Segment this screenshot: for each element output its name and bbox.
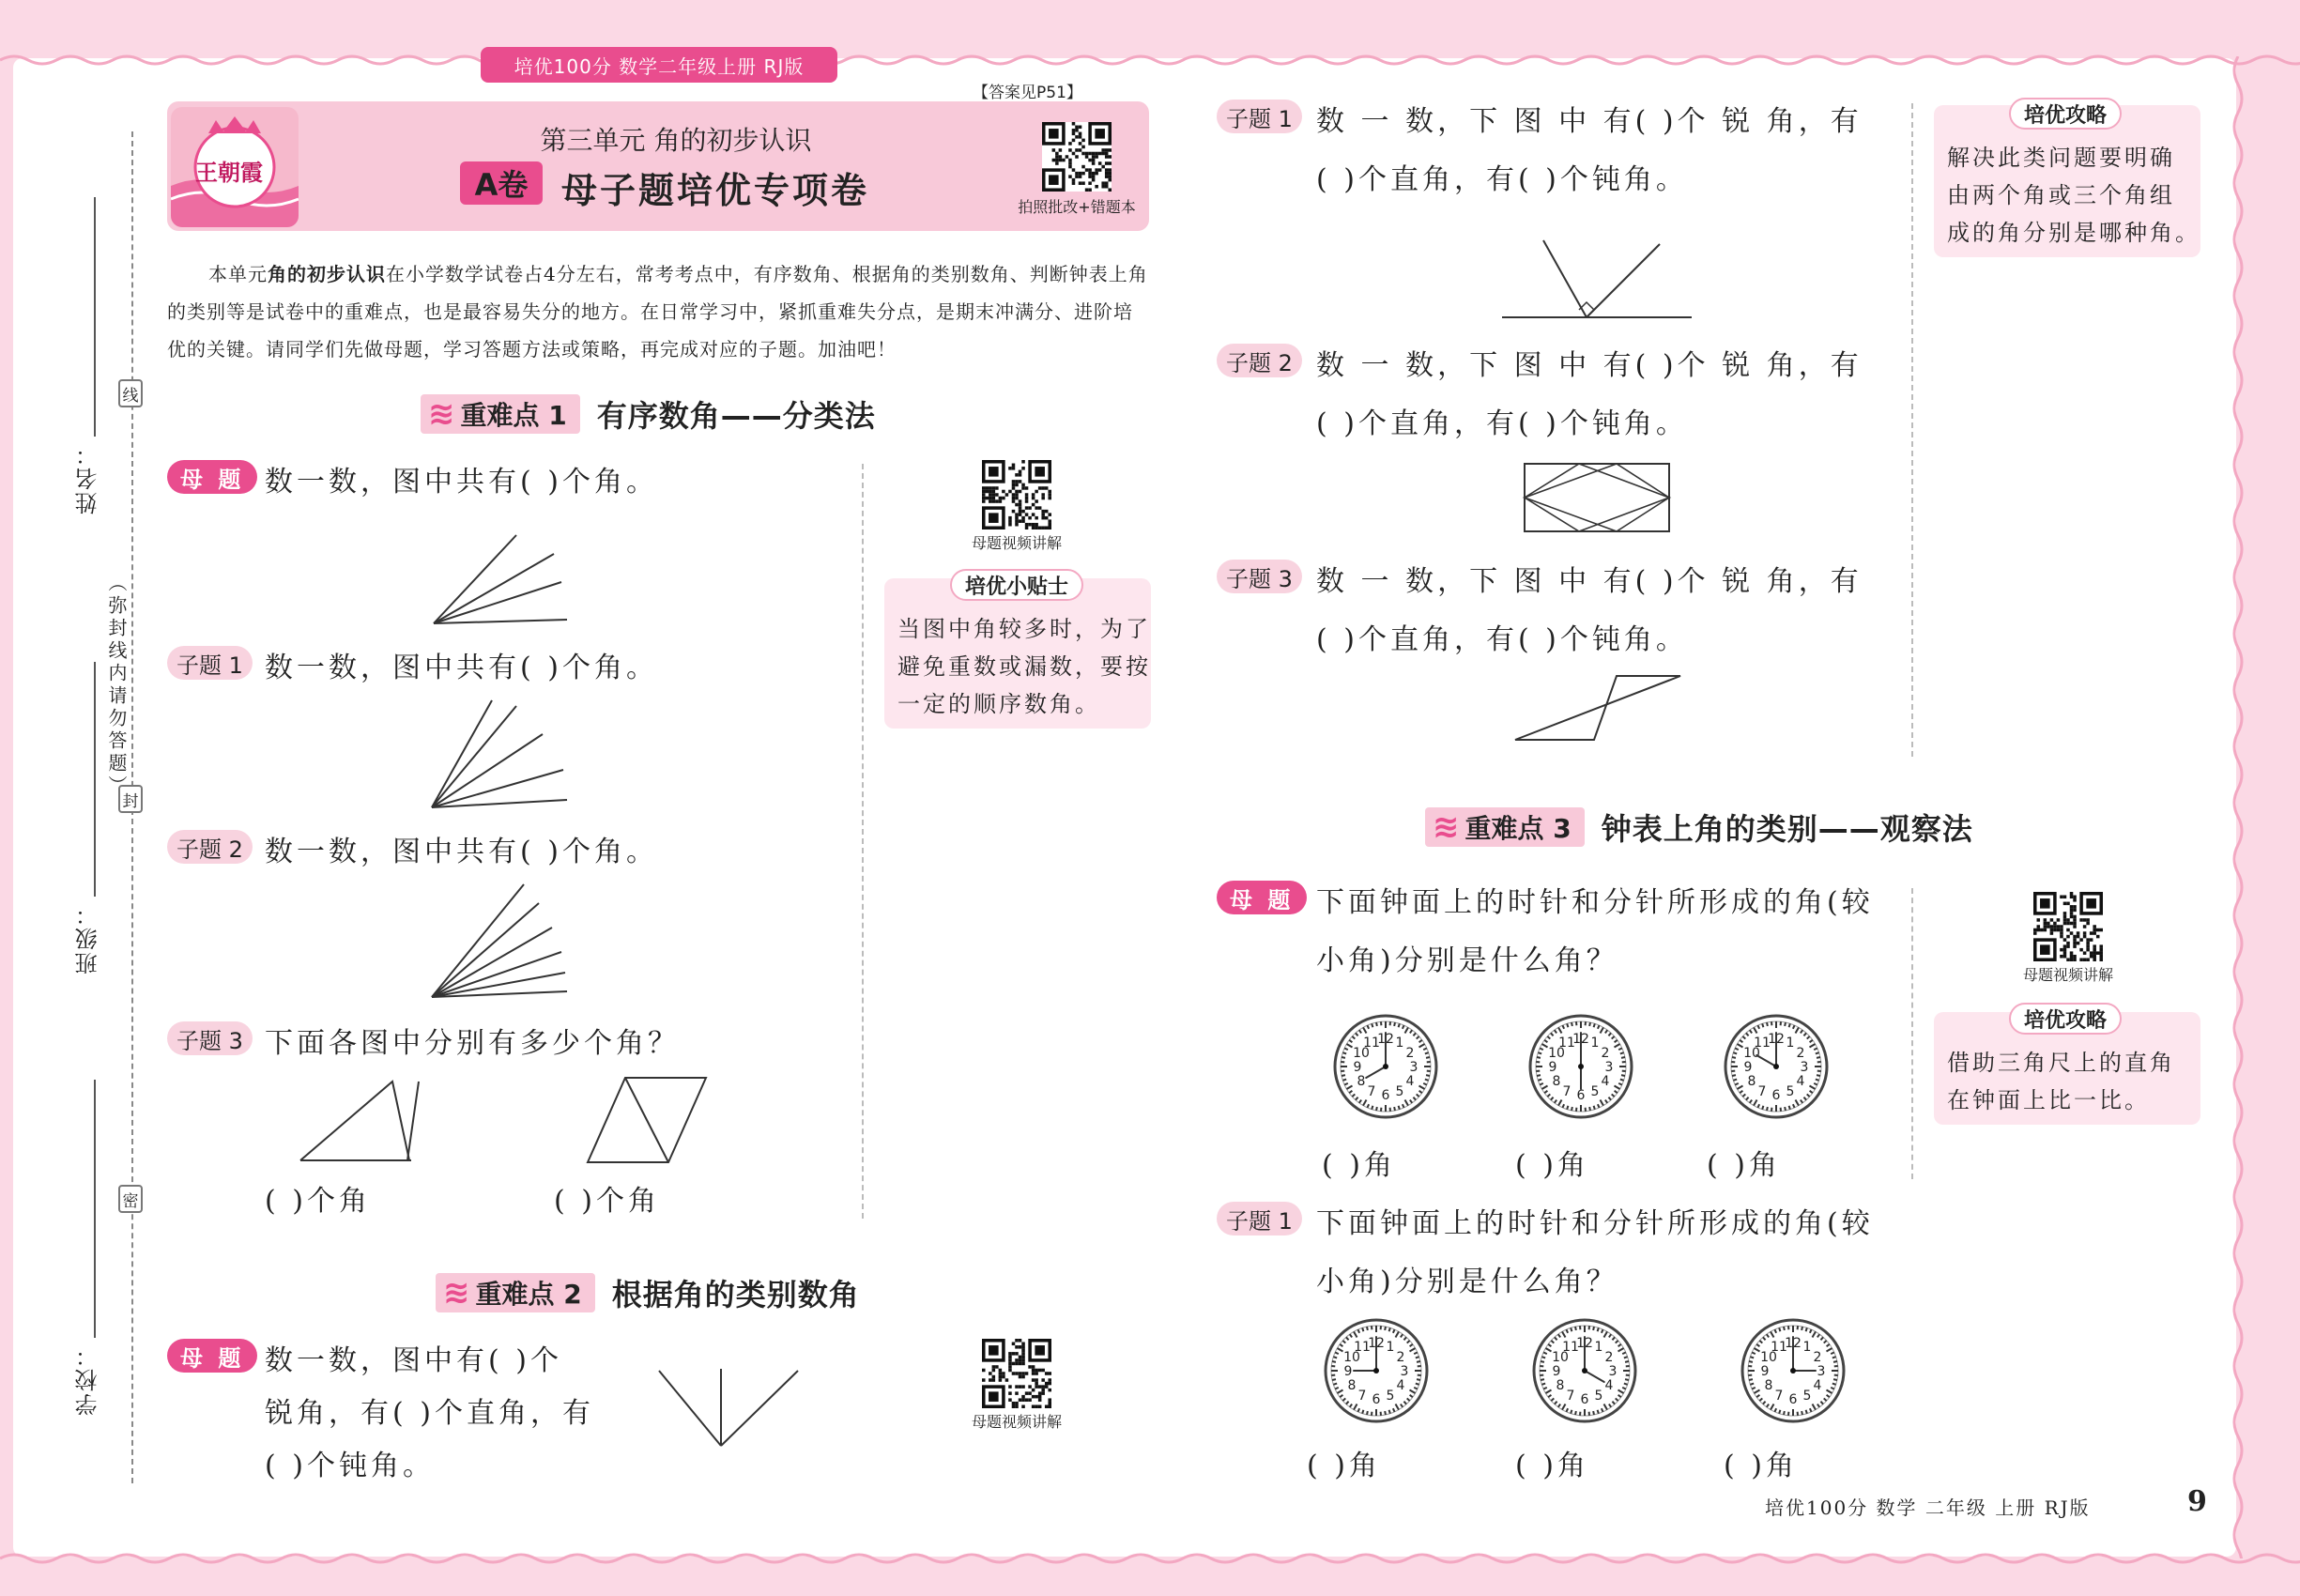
seal-mark-seal: 封 [118, 785, 143, 813]
clock-number: 6 [1580, 1392, 1589, 1407]
tip-title-1: 培优小贴士 [950, 569, 1083, 601]
clock-number: 9 [1548, 1060, 1557, 1075]
clock-number: 12 [1368, 1336, 1385, 1351]
clock-number: 12 [1785, 1336, 1802, 1351]
sub1-badge: 子题 1 [167, 646, 253, 680]
unit-title: 第三单元 角的初步认识 [540, 125, 812, 156]
clock-number: 1 [1802, 1340, 1812, 1356]
clock-number: 10 [1552, 1350, 1569, 1365]
clock-number: 8 [1764, 1378, 1773, 1393]
clock-number: 11 [1354, 1340, 1371, 1356]
s3-mother-line2: 小角)分别是什么角？ [1316, 944, 1618, 977]
clock-number: 7 [1566, 1388, 1575, 1404]
clock-number: 11 [1558, 1036, 1575, 1051]
s2-sub2-figure [1523, 462, 1671, 533]
page-footer: 培优100分 数学 二年级 上册 RJ版 [1765, 1496, 2091, 1519]
seal-note: （弥封线内请勿答题） [105, 573, 128, 798]
section-3-heading: ≋ 重难点 3 钟表上角的类别——观察法 [1425, 806, 1973, 849]
paper-title: 母子题培优专项卷 [561, 170, 870, 211]
book-banner: 培优100分 数学二年级上册 RJ版 [481, 47, 837, 83]
tip-text-2: 解决此类问题要明确 由两个角或三个角组 成的角分别是哪种角。 [1947, 145, 2200, 246]
clock-number: 11 [1771, 1340, 1787, 1356]
s1-sub1-question: 数一数，图中共有( )个角。 [265, 652, 658, 684]
tip-text-1: 当图中角较多时，为了 避免重数或漏数，要按 一定的顺序数角。 [897, 616, 1151, 717]
s2-sub2-line1: 数 一 数，下 图 中 有( )个 锐 角，有 [1316, 349, 1863, 382]
s2-sub3-line1: 数 一 数，下 图 中 有( )个 锐 角，有 [1316, 565, 1863, 598]
clock-number: 4 [1813, 1378, 1822, 1393]
clock-number: 1 [1395, 1036, 1404, 1051]
wave-icon: ≋ [443, 1274, 470, 1312]
clock-number: 5 [1395, 1083, 1404, 1099]
tip-text-3: 借助三角尺上的直角 在钟面上比一比。 [1947, 1050, 2175, 1113]
clock-number: 11 [1562, 1340, 1579, 1356]
clock-number: 2 [1813, 1350, 1822, 1365]
qr-code-icon[interactable] [2033, 892, 2103, 961]
s1-mother-question: 数一数，图中共有( )个角。 [265, 466, 658, 499]
clock-number: 3 [1817, 1364, 1826, 1379]
clock-number: 5 [1594, 1388, 1603, 1404]
clock-face [1326, 1320, 1427, 1421]
clock-number: 12 [1768, 1032, 1785, 1047]
logo-text: 王朝霞 [195, 160, 263, 186]
clock-face [1335, 1016, 1436, 1117]
clock-number: 4 [1601, 1074, 1610, 1089]
clock-number: 3 [1604, 1060, 1614, 1075]
s2-mother-line1: 数一数，图中有( )个 [265, 1344, 562, 1377]
qr-code-icon[interactable] [1042, 122, 1112, 192]
clock-number: 6 [1788, 1392, 1798, 1407]
brand-logo [171, 107, 299, 227]
clock-number: 7 [1774, 1388, 1784, 1404]
clock-number: 2 [1601, 1046, 1610, 1061]
qr-code-icon[interactable] [982, 1339, 1051, 1408]
clock-number: 4 [1796, 1074, 1805, 1089]
clock-number: 5 [1786, 1083, 1795, 1099]
s3-mother-answer-1: ( )角 [1322, 1149, 1396, 1182]
qr-caption-video: 母题视频讲解 [971, 534, 1062, 552]
sub1-badge: 子题 1 [1217, 1202, 1302, 1235]
clock-number: 6 [1576, 1088, 1586, 1103]
clock-number: 5 [1386, 1388, 1395, 1404]
clock-number: 3 [1800, 1060, 1809, 1075]
clock-number: 5 [1590, 1083, 1600, 1099]
s2-sub3-line2: ( )个直角，有( )个钝角。 [1316, 623, 1688, 656]
class-label: 班级： [75, 901, 101, 974]
name-label: 姓名： [75, 441, 101, 514]
section-1-heading: ≋ 重难点 1 有序数角——分类法 [421, 392, 876, 436]
s1-sub3-answer-a: ( )个角 [265, 1185, 371, 1218]
s3-sub1-answer-1: ( )角 [1307, 1450, 1381, 1482]
clock-number: 4 [1396, 1378, 1405, 1393]
tip-title-3: 培优攻略 [2009, 1003, 2122, 1035]
clock-number: 9 [1343, 1364, 1353, 1379]
sub2-badge: 子题 2 [167, 830, 253, 864]
sub3-badge: 子题 3 [1217, 560, 1302, 593]
clock-number: 1 [1590, 1036, 1600, 1051]
qr-caption-grading: 拍照批改+错题本 [1018, 198, 1136, 216]
mother-badge: 母 题 [167, 460, 257, 494]
clock-number: 7 [1357, 1388, 1367, 1404]
s3-sub1-line1: 下面钟面上的时针和分针所形成的角(较 [1316, 1207, 1874, 1240]
s1-sub3-figure-b [586, 1076, 708, 1164]
section-2-heading: ≋ 重难点 2 根据角的类别数角 [436, 1271, 860, 1314]
s2-sub1-line1: 数 一 数，下 图 中 有( )个 锐 角，有 [1316, 105, 1863, 138]
qr-caption-video: 母题视频讲解 [971, 1413, 1062, 1431]
s1-sub2-question: 数一数，图中共有( )个角。 [265, 836, 658, 868]
clock-number: 4 [1405, 1074, 1415, 1089]
clock-face [1742, 1320, 1844, 1421]
s3-mother-answer-3: ( )角 [1707, 1149, 1781, 1182]
s2-mother-line2: 锐角，有( )个直角，有 [265, 1397, 594, 1430]
clock-number: 8 [1556, 1378, 1565, 1393]
clock-number: 10 [1353, 1046, 1370, 1061]
s2-sub3-figure [1513, 674, 1682, 742]
clock-number: 3 [1400, 1364, 1409, 1379]
sub3-badge: 子题 3 [167, 1021, 253, 1055]
clock-number: 8 [1347, 1378, 1357, 1393]
paper-tag: A卷 [460, 161, 543, 205]
clock-number: 2 [1796, 1046, 1805, 1061]
clock-number: 9 [1353, 1060, 1362, 1075]
s2-mother-figure [657, 1367, 800, 1448]
clock-number: 1 [1786, 1036, 1795, 1051]
s3-mother-clocks [1333, 1014, 1859, 1127]
clock-number: 11 [1754, 1036, 1771, 1051]
column-divider [862, 464, 864, 1219]
right-wave-border [2229, 56, 2247, 1558]
intro-paragraph: 本单元角的初步认识在小学数学试卷占4分左右，常考考点中，有序数角、根据角的类别数角、判断钟表上角的类别等是试卷中的重难点，也是最容易失分的地方。在日常学习中，紧抓重难失分点，是期末冲满分、进阶培优的关键。请同学们先做母题，学习答题方法或策略，再完成对应的子题。加油吧！ [167, 263, 1148, 361]
clock-number: 8 [1357, 1074, 1366, 1089]
clock-number: 7 [1562, 1083, 1572, 1099]
qr-caption-video: 母题视频讲解 [2022, 966, 2113, 984]
s1-sub1-figure [430, 698, 571, 811]
clock-number: 9 [1552, 1364, 1561, 1379]
class-field[interactable] [94, 662, 96, 897]
mother-badge: 母 题 [1217, 881, 1307, 914]
clock-number: 10 [1548, 1046, 1565, 1061]
clock-number: 5 [1802, 1388, 1812, 1404]
clock-number: 1 [1386, 1340, 1395, 1356]
clock-number: 12 [1377, 1032, 1394, 1047]
clock-face [1530, 1016, 1632, 1117]
clock-number: 8 [1747, 1074, 1756, 1089]
clock-number: 9 [1760, 1364, 1770, 1379]
column-divider [1911, 888, 1913, 1179]
page-number: 9 [2187, 1485, 2207, 1518]
seal-mark-secret: 密 [118, 1185, 143, 1213]
s3-sub1-answer-3: ( )角 [1724, 1450, 1798, 1482]
s3-sub1-clocks [1324, 1318, 1887, 1431]
s3-mother-answer-2: ( )角 [1515, 1149, 1589, 1182]
answer-reference: 【答案见P51】 [973, 84, 1082, 102]
clock-number: 12 [1576, 1336, 1593, 1351]
clock-number: 3 [1409, 1060, 1418, 1075]
s2-sub2-line2: ( )个直角，有( )个钝角。 [1316, 407, 1688, 440]
mother-badge: 母 题 [167, 1339, 257, 1373]
clock-number: 7 [1757, 1083, 1767, 1099]
clock-face [1725, 1016, 1827, 1117]
clock-number: 2 [1604, 1350, 1614, 1365]
top-wave-border [0, 51, 2300, 69]
wave-icon: ≋ [1433, 808, 1460, 846]
s3-mother-line1: 下面钟面上的时针和分针所形成的角(较 [1316, 886, 1874, 919]
clock-number: 2 [1396, 1350, 1405, 1365]
s2-mother-line3: ( )个钝角。 [265, 1450, 435, 1482]
clock-number: 6 [1381, 1088, 1390, 1103]
clock-number: 10 [1343, 1350, 1360, 1365]
clock-number: 12 [1572, 1032, 1589, 1047]
clock-face [1534, 1320, 1635, 1421]
school-label: 学校： [75, 1343, 101, 1416]
clock-number: 2 [1405, 1046, 1415, 1061]
clock-number: 3 [1608, 1364, 1618, 1379]
clock-number: 8 [1552, 1074, 1561, 1089]
sub1-badge: 子题 1 [1217, 100, 1302, 133]
clock-number: 1 [1594, 1340, 1603, 1356]
clock-number: 6 [1771, 1088, 1781, 1103]
clock-number: 7 [1367, 1083, 1376, 1099]
clock-number: 6 [1372, 1392, 1381, 1407]
school-field[interactable] [94, 1080, 96, 1338]
s1-sub3-figure-a [299, 1078, 421, 1162]
clock-number: 10 [1760, 1350, 1777, 1365]
tip-title-2: 培优攻略 [2009, 98, 2122, 130]
sub2-badge: 子题 2 [1217, 344, 1302, 377]
column-divider [1911, 103, 1913, 757]
s1-mother-figure [432, 533, 573, 627]
qr-code-icon[interactable] [982, 460, 1051, 529]
s2-sub1-figure [1500, 238, 1694, 319]
s3-sub1-line2: 小角)分别是什么角？ [1316, 1266, 1618, 1298]
wave-icon: ≋ [428, 395, 455, 433]
clock-number: 11 [1363, 1036, 1380, 1051]
clock-number: 4 [1604, 1378, 1614, 1393]
s1-sub3-question: 下面各图中分别有多少个角？ [265, 1027, 680, 1060]
s1-sub2-figure [430, 882, 571, 1001]
bottom-wave-border [0, 1549, 2300, 1568]
clock-number: 10 [1743, 1046, 1760, 1061]
s2-sub1-line2: ( )个直角，有( )个钝角。 [1316, 163, 1688, 196]
seal-mark-line: 线 [118, 379, 143, 407]
s1-sub3-answer-b: ( )个角 [554, 1185, 660, 1218]
name-field[interactable] [94, 197, 96, 437]
s3-sub1-answer-2: ( )角 [1515, 1450, 1589, 1482]
clock-number: 9 [1743, 1060, 1753, 1075]
